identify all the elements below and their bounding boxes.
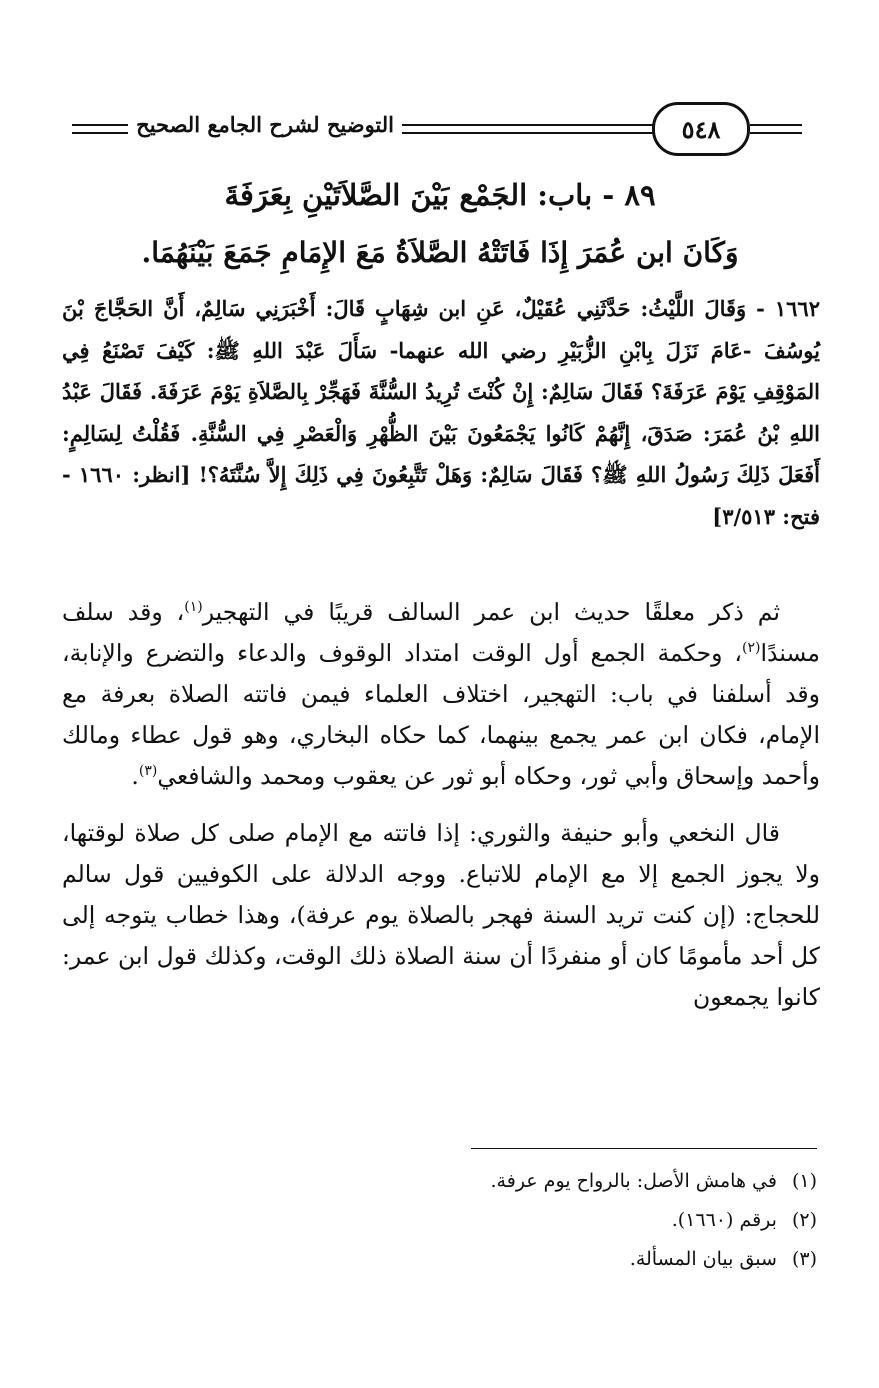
footnote-item bbox=[117, 1162, 817, 1201]
footnotes bbox=[117, 1162, 817, 1279]
commentary-text: . bbox=[131, 762, 139, 790]
footnote-item bbox=[117, 1240, 817, 1279]
footnote-marker: (٣) bbox=[138, 763, 158, 780]
page-number: ٥٤٨ bbox=[652, 102, 750, 156]
footnote-number: (٣) bbox=[791, 1248, 817, 1270]
header-rule bbox=[400, 132, 655, 134]
commentary-text: ، وحكمة الجمع أول الوقت امتداد الوقوف والدعاء والتضرع والإنابة، وقد أسلفنا في باب: التهجير، اختلاف العلماء فيمن فاتته الصلاة بعرفة مع الإمام، فكان ابن عمر يجمع بينهما، كما حكاه البخاري، وهو قول عطاء ومالك وأحمد وإسحاق وأبي ثور، وحكاه أبو ثور عن يعقوب ومحمد والشافعي bbox=[62, 639, 820, 790]
hadith-text: ١٦٦٢ - وَقَالَ اللَّيْثُ: حَدَّثَنِي عُقَيْلٌ، عَنِ ابن شِهَابٍ قَالَ: أَخْبَرَنِي سَالِمٌ، أَنَّ الحَجَّاجَ بْنَ يُوسُفَ -عَامَ نَزَلَ بِابْنِ الزُّبَيْرِ رضي الله عنهما- سَأَلَ عَبْدَ اللهِ ﷺ: كَيْفَ تَصْنَعُ فِي المَوْقِفِ يَوْمَ عَرَفَةَ؟ فَقَالَ سَالِمٌ: إِنْ كُنْتَ تُرِيدُ السُّنَّةَ فَهَجِّرْ بِالصَّلاَةِ يَوْمَ عَرَفَةَ. فَقَالَ عَبْدُ اللهِ بْنُ عُمَرَ: صَدَقَ، إِنَّهُمْ كَانُوا يَجْمَعُونَ بَيْنَ الظُّهْرِ وَالْعَصْرِ فِي السُّنَّةِ. فَقُلْتُ لِسَالِمٍ: أَفَعَلَ ذَلِكَ رَسُولُ اللهِ ﷺ؟ فَقَالَ سَالِمٌ: وَهَلْ تَتَّبِعُونَ فِي ذَلِكَ إِلاَّ سُنَّتَهُ؟! [انظر: ١٦٦٠ - فتح: ٣/٥١٣] bbox=[62, 296, 820, 529]
footnote-marker: (٢) bbox=[742, 640, 761, 657]
chapter-intro: وَكَانَ ابن عُمَرَ إِذَا فَاتَتْهُ الصَّلاَةُ مَعَ الإِمَامِ جَمَعَ بَيْنَهُمَا. bbox=[141, 236, 739, 269]
footnote-number: (٢) bbox=[791, 1209, 817, 1231]
header-rule bbox=[400, 124, 655, 126]
commentary-paragraph: قال النخعي وأبو حنيفة والثوري: إذا فاتته مع الإمام صلى كل صلاة لوقتها، ولا يجوز الجمع إلا مع الإمام للاتباع. ووجه الدلالة على الكوفيين قول سالم للحجاج: (إن كنت تريد السنة فهجر بالصلاة يوم عرفة)، وهذا خطاب يتوجه إلى كل أحد مأمومًا كان أو منفردًا أن سنة الصلاة ذلك الوقت، وكذلك قول ابن عمر: كانوا يجمعون bbox=[62, 819, 820, 1011]
chapter-title: ٨٩ - باب: الجَمْع بَيْنَ الصَّلاَتَيْنِ بِعَرَفَةَ bbox=[224, 178, 656, 212]
footnote-marker: (١) bbox=[184, 599, 203, 616]
commentary-text: ، وقد سلف مسندًا bbox=[62, 598, 820, 667]
footnote-text: برقم (١٦٦٠). bbox=[671, 1209, 777, 1231]
footnote-text: في هامش الأصل: بالرواح يوم عرفة. bbox=[490, 1170, 777, 1192]
footnote-number: (١) bbox=[791, 1170, 817, 1192]
footnote-item bbox=[117, 1201, 817, 1240]
running-header bbox=[62, 100, 802, 156]
commentary-text: ثم ذكر معلقًا حديث ابن عمر السالف قريبًا في التهجير bbox=[202, 598, 780, 626]
header-rule bbox=[72, 124, 132, 126]
header-rule bbox=[750, 124, 802, 126]
header-rule bbox=[750, 132, 802, 134]
commentary bbox=[62, 592, 820, 1018]
commentary-paragraph bbox=[62, 592, 820, 797]
footnote-text: سبق بيان المسألة. bbox=[629, 1248, 777, 1270]
header-rule bbox=[72, 132, 132, 134]
footnote-separator bbox=[471, 1148, 817, 1149]
running-title: التوضيح لشرح الجامع الصحيح bbox=[128, 112, 402, 137]
